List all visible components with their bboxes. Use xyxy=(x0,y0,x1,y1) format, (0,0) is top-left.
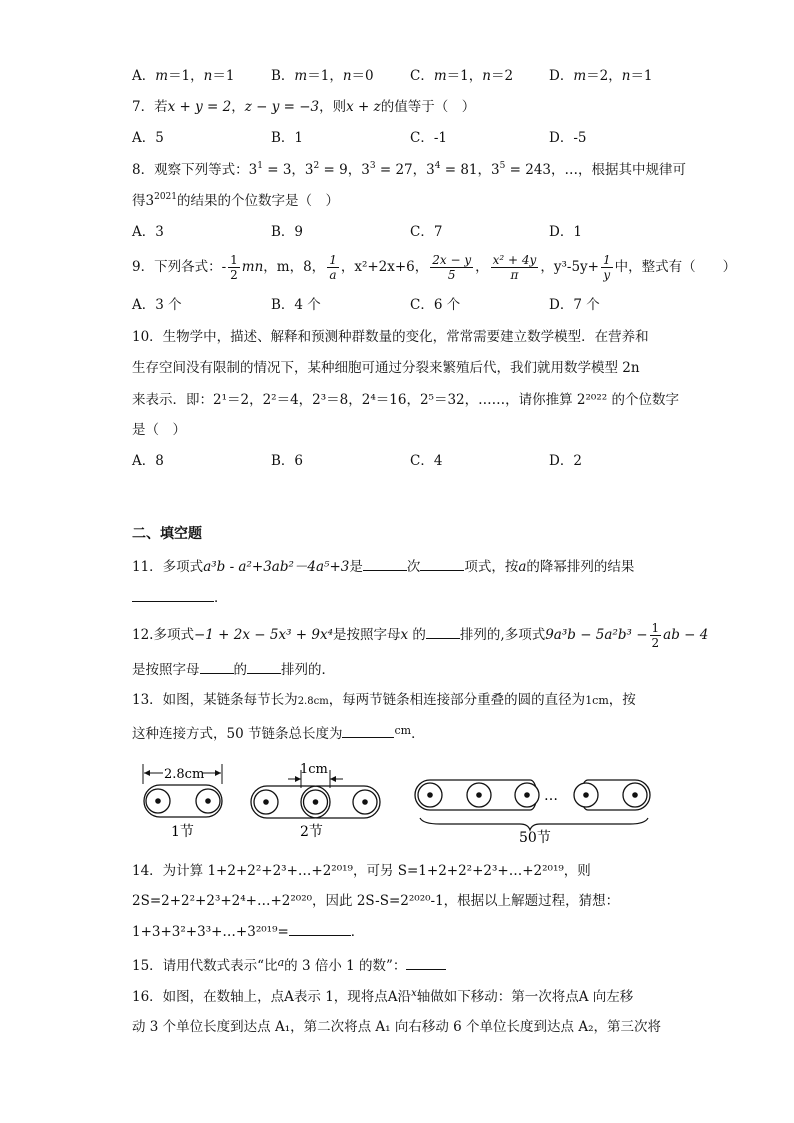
q9-fraction-4: $\frac{\text{x² + 4y}}{\pi}$ xyxy=(492,253,537,282)
chain-fifty-sections xyxy=(415,780,650,846)
q10-option-d: D．2 xyxy=(549,453,582,469)
q7-stem: 7．若x + y = 2，z − y = −3，则x + z的值等于（ ） xyxy=(132,99,476,115)
q11-stem: 11．多项式a³b - a²+3ab²－4a⁵+3是 次 项式，按a的降幂排列的结果 xyxy=(132,556,634,577)
q8-stem-line2: 得$3^{2021}$的结果的个位数字是（ ） xyxy=(132,192,339,209)
q8-eq-2: $3^2 = 9$ xyxy=(304,161,348,178)
q10-line1: 10．生物学中，描述、解释和预测种群数量的变化，常常需要建立数学模型．在营养和 xyxy=(132,329,649,345)
q12-blank-letter[interactable] xyxy=(200,659,234,674)
q10-line2: 生存空间没有限制的情况下，某种细胞可通过分裂来繁殖后代，我们就用数学模型 2n xyxy=(132,360,640,376)
q9-fraction-2: $\frac{1}{a}$ xyxy=(329,253,337,282)
caption-1-section: 1节 xyxy=(171,824,194,840)
q8-option-d: D．1 xyxy=(549,224,582,240)
caption-2-sections: 2节 xyxy=(300,824,323,840)
q7-option-a: A．5 xyxy=(132,130,164,146)
q15-stem: 15．请用代数式表示“比$^a$的 3 倍小 1 的数”： xyxy=(132,953,446,976)
q12-fraction: $\frac{1}{2}$ xyxy=(651,621,660,650)
q10-option-a: A．8 xyxy=(132,453,164,469)
q8-eq-4: $3^4 = 81$ xyxy=(426,161,478,178)
q14-blank-answer[interactable] xyxy=(289,921,351,936)
q7-option-c: C．-1 xyxy=(410,130,447,146)
q14-line2: 2S=2+2²+2³+2⁴+…+2²⁰²⁰，因此 2S-S=2²⁰²⁰-1，根据以上解题过程，猜想： xyxy=(132,893,620,909)
q14-line3: 1+3+3²+3³+…+3²⁰¹⁹= ． xyxy=(132,921,364,942)
q13-line1: 13．如图，某链条每节长为2.8cm，每两节链条相连接部分重叠的圆的直径为1cm，按 xyxy=(132,692,636,708)
q7-option-d: D．-5 xyxy=(549,130,587,146)
q9-fraction-3: $\frac{2x - y}{5}$ xyxy=(432,253,472,282)
q11-blank-result[interactable] xyxy=(132,587,214,602)
q10-line3: 来表示．即：2¹＝2，2²＝4，2³＝8，2⁴＝16，2⁵＝32，……，请你推算 2²⁰²² 的个位数字 xyxy=(132,392,679,408)
q6-option-b: B．m＝1，n＝0 xyxy=(271,68,374,84)
q9-option-d: D．7 个 xyxy=(549,297,600,313)
q12-line2: 是按照字母 的 排列的． xyxy=(132,659,335,680)
label-1cm: 1cm xyxy=(300,762,328,777)
q8-eq-3: $3^3 = 27$ xyxy=(361,161,413,178)
q11-blank-degree[interactable] xyxy=(363,556,407,571)
q11-answer-line: ． xyxy=(132,587,228,608)
q14-line1: 14．为计算 1+2+2²+2³+…+2²⁰¹⁹，可另 S=1+2+2²+2³+…+2²⁰¹⁹，则 xyxy=(132,863,591,879)
q9-option-b: B．4 个 xyxy=(271,297,321,313)
q12-blank-order1[interactable] xyxy=(426,624,460,639)
q12-line1: 12.多项式−1 + 2x − 5x³ + 9x⁴是按照字母x 的 排列的,多项式9a³b − 5a²b³ − $\frac{1}{2}$ ab − 4 xyxy=(132,621,709,650)
q9-option-a: A．3 个 xyxy=(132,297,182,313)
q8-stem-line1: 8．观察下列等式：$3^1 = 3$，$3^2 = 9$，$3^3 = 27$，$3^4 = 81$，$3^5 = 243$，…，根据其中规律可 xyxy=(132,161,687,178)
q8-option-b: B．9 xyxy=(271,224,304,240)
q10-line4: 是（ ） xyxy=(132,422,186,438)
q6-option-c: C．m＝1，n＝2 xyxy=(410,68,514,84)
q11-blank-terms[interactable] xyxy=(420,556,464,571)
q16-line1: 16．如图，在数轴上，点A表示 1，现将点A沿$^x$轴做如下移动：第一次将点A 向左移 xyxy=(132,988,634,1005)
q13-blank-length[interactable] xyxy=(342,723,394,738)
section-title-fill-in: 二、填空题 xyxy=(132,526,202,542)
q16-line2: 动 3 个单位长度到达点 A₁，第二次将点 A₁ 向右移动 6 个单位长度到达点 A₂，第三次将 xyxy=(132,1019,661,1035)
q13-line2: 这种连接方式，50 节链条总长度为 $^{cm}$． xyxy=(132,724,425,742)
q15-blank-answer[interactable] xyxy=(406,955,446,970)
q9-stem: 9．下列各式：- $\frac{1}{2}$ mn，m，8， $\frac{1}{a}$ ，x²+2x+6， $\frac{2x - y}{5}$ ， $\frac{\text{x² + 4y}}{\pi}$ ，y³-5y+ $\frac{1}{y}$ 中，整式有（ ） xyxy=(132,253,737,282)
q6-option-a: A．m＝1，n＝1 xyxy=(132,68,235,84)
q12-blank-order2[interactable] xyxy=(247,659,281,674)
q9-fraction-5: $\frac{1}{y}$ xyxy=(602,253,611,282)
caption-50-sections: 50节 xyxy=(519,830,551,846)
chain-two-sections xyxy=(251,762,380,840)
chain-one-section xyxy=(143,764,222,840)
chain-figure xyxy=(130,758,660,848)
q7-option-b: B．1 xyxy=(271,130,304,146)
q8-eq-5: $3^5 = 243$ xyxy=(491,161,552,178)
q8-option-c: C．7 xyxy=(410,224,443,240)
q9-option-c: C．6 个 xyxy=(410,297,461,313)
q8-option-a: A．3 xyxy=(132,224,164,240)
q10-option-c: C．4 xyxy=(410,453,443,469)
chain-ellipsis: … xyxy=(544,788,558,804)
q9-fraction-1: $\frac{1}{2}$ xyxy=(230,253,238,282)
q8-eq-1: $3^1 = 3$ xyxy=(248,161,292,178)
q6-option-d: D．m＝2，n＝1 xyxy=(549,68,653,84)
label-2-8cm: 2.8cm xyxy=(164,767,205,782)
q10-option-b: B．6 xyxy=(271,453,304,469)
